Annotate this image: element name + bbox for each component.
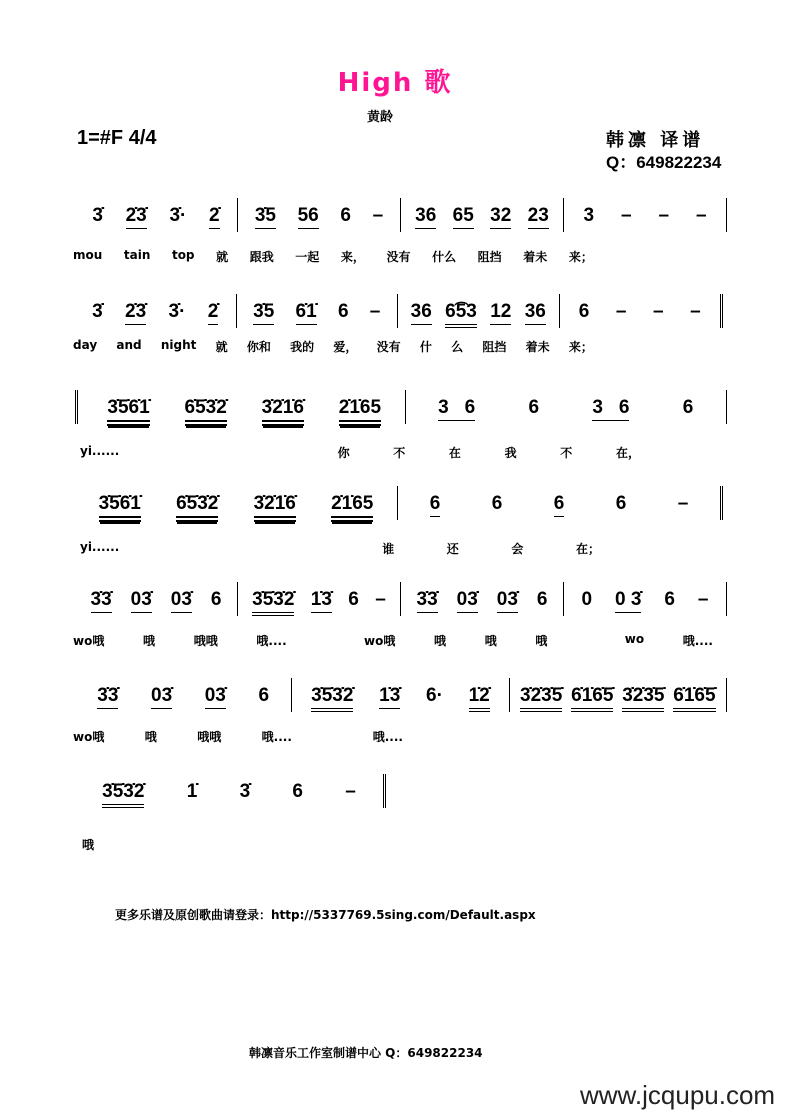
lyrics-line — [73, 728, 403, 745]
arranger-qq: Q：649822234 — [606, 153, 722, 172]
lyric-word: 不 — [560, 446, 573, 460]
note-group: 0 — [581, 589, 593, 610]
note-group: 3̇5̇6̇1̇ — [99, 486, 141, 522]
measure — [401, 582, 563, 616]
note-group: 3̇5 — [255, 198, 276, 229]
lyric-word: mou — [73, 248, 103, 262]
note-group: 6 — [664, 589, 675, 610]
note-group: 3̇5̇3̇2̇ — [311, 678, 353, 712]
note-group: 2̇3̇ — [125, 294, 146, 325]
watermark: www.jcqupu.com — [580, 1080, 776, 1110]
note-group: 3 6 — [438, 390, 475, 421]
note-group: 6̇1̇ — [296, 294, 317, 325]
lyric-word: 哦.... — [372, 730, 403, 744]
note-group: 6̇1̇6̇5̇ — [571, 678, 613, 712]
lyric-word: wo哦 — [73, 730, 105, 744]
note-group: 6̇5̇3̇2̇ — [176, 486, 218, 522]
lyric-word: wo哦 — [363, 634, 396, 648]
lyric-word: 在； — [575, 542, 600, 556]
lyric-word: 阻挡 — [482, 340, 507, 354]
score-row — [75, 294, 727, 328]
lyric-word: 哦 — [144, 730, 157, 744]
lyric-word: 不 — [393, 446, 406, 460]
note-group: 3 — [583, 205, 595, 226]
lyric-word: wo哦 — [73, 634, 105, 648]
lyric-word: day — [73, 338, 98, 352]
note-group: 6 — [210, 589, 222, 610]
measure — [398, 486, 720, 520]
lyric-word: 没有 — [376, 340, 401, 354]
measure — [237, 294, 398, 328]
note-group: 3̇ — [239, 781, 251, 802]
note-group: 23 — [528, 198, 549, 229]
barline — [726, 582, 727, 616]
note-group: 6 — [340, 205, 351, 226]
lyric-word: 我 — [504, 446, 517, 460]
note-group: – — [677, 493, 689, 514]
barline — [726, 198, 727, 232]
lyric-word: yi...... — [80, 540, 120, 554]
lyric-word: 哦 — [484, 634, 497, 648]
song-title: High 歌 — [337, 68, 453, 98]
measure — [292, 678, 508, 712]
note-group: 3̇5 — [253, 294, 274, 325]
measure — [75, 582, 237, 616]
lyric-word: 来； — [568, 340, 593, 354]
note-group: 3̇3̇ — [91, 582, 112, 613]
note-group: 6 — [554, 486, 565, 517]
measure — [238, 198, 400, 232]
double-barline — [75, 390, 82, 424]
note-group: 6 — [348, 589, 359, 610]
measure — [75, 678, 291, 712]
lyric-word: 还 — [446, 542, 459, 556]
lyric-word: top — [171, 248, 195, 262]
lyric-word: 就 — [215, 340, 228, 354]
note-group: – — [369, 301, 381, 322]
note-group: 36 — [525, 294, 546, 325]
lyric-word: yi...... — [80, 444, 120, 458]
note-group: 3̇ — [92, 205, 103, 226]
score-row — [75, 486, 727, 520]
measure — [238, 582, 400, 616]
measure — [406, 390, 727, 424]
note-group: 12 — [490, 294, 511, 325]
lyric-word: 着未 — [525, 340, 550, 354]
measure — [75, 486, 397, 520]
note-group: 6̇5̇3̇2̇ — [185, 390, 227, 426]
lyric-word: 哦 — [535, 634, 548, 648]
note-group: – — [690, 301, 701, 322]
arranger: 韩凛 译谱 — [606, 130, 705, 151]
note-group: 3̇5̇6̇1̇ — [107, 390, 149, 426]
note-group: 2̇3̇ — [126, 198, 147, 229]
note-group: 36 — [415, 198, 436, 229]
note-group: 03̇ — [151, 678, 172, 709]
lyric-word: 在 — [448, 446, 461, 460]
measure — [75, 198, 237, 232]
barline — [726, 678, 727, 712]
note-group: 03̇ — [457, 582, 478, 613]
note-group: 3̇5̇3̇2̇ — [102, 774, 144, 808]
lyric-word: 在， — [615, 446, 640, 460]
measure — [510, 678, 726, 712]
lyric-word: 一起 — [295, 250, 320, 264]
lyric-word: 阻挡 — [477, 250, 502, 264]
lyrics-line — [73, 248, 593, 265]
note-group: 6 — [337, 301, 349, 322]
note-group: 65 — [453, 198, 474, 229]
note-group: 3̇5̇3̇2̇ — [252, 582, 294, 616]
note-group: 6 — [430, 486, 441, 517]
measure — [560, 294, 721, 328]
lyric-word: wo — [624, 632, 645, 646]
lyrics-line — [82, 836, 102, 853]
lyric-word: and — [116, 338, 142, 352]
lyric-word: 会 — [511, 542, 524, 556]
note-group: 03̇ — [131, 582, 152, 613]
note-group: 6 — [536, 589, 548, 610]
note-group: 3̇2̇3̇5̇ — [520, 678, 562, 712]
lyric-word: 什 — [419, 340, 432, 354]
note-group: 6 — [578, 301, 590, 322]
measure — [75, 294, 236, 328]
measure — [75, 774, 383, 808]
lyric-word: 哦 — [143, 634, 156, 648]
note-group: 6 — [528, 397, 540, 418]
key-time-signature: 1=#F 4/4 — [77, 127, 157, 149]
measure — [398, 294, 559, 328]
note-group: 2̇ — [208, 294, 219, 325]
lyric-word: 你和 — [246, 340, 271, 354]
repeat-end-barline — [383, 774, 390, 808]
note-group: 6 — [682, 397, 694, 418]
lyrics-line — [73, 338, 593, 355]
note-group: 6 — [491, 493, 503, 514]
lyric-word: 么 — [451, 340, 464, 354]
lyric-word: 我的 — [290, 340, 315, 354]
lyric-word: 爱， — [333, 340, 358, 354]
score-row — [75, 390, 727, 424]
score-row — [75, 198, 727, 232]
note-group: 3 6 — [592, 390, 629, 421]
lyric-word: 哦.... — [261, 730, 292, 744]
note-group: 0 3̇ — [615, 582, 641, 613]
lyrics-line — [73, 632, 713, 649]
note-group: 36 — [411, 294, 432, 325]
note-group: 6· — [426, 685, 443, 706]
score-row — [75, 774, 390, 808]
repeat-end-barline — [720, 294, 727, 328]
lyrics-line — [80, 444, 640, 461]
note-group: 2̇1̇65 — [339, 390, 381, 426]
note-group: 3̇2̇3̇5̇ — [622, 678, 664, 712]
note-group: 3̇· — [169, 205, 187, 226]
note-group: 1̇3̇ — [311, 582, 332, 613]
lyric-word: 跟我 — [249, 250, 274, 264]
score-row — [75, 582, 727, 616]
lyric-word: 哦 — [82, 838, 95, 852]
note-group: – — [697, 589, 709, 610]
note-group: 56 — [298, 198, 319, 229]
lyric-word: 什么 — [432, 250, 457, 264]
note-group: – — [615, 301, 627, 322]
note-group: 32 — [490, 198, 511, 229]
footer-link: 更多乐谱及原创歌曲请登录：http://5337769.5sing.com/Default.aspx — [115, 908, 536, 922]
measure — [564, 198, 726, 232]
note-group: 6̇1̇6̇5̇ — [673, 678, 715, 712]
note-group: 6 — [615, 493, 627, 514]
note-group: 6 — [258, 685, 270, 706]
note-group: – — [375, 589, 386, 610]
lyric-word: 没有 — [386, 250, 411, 264]
barline — [726, 390, 727, 424]
note-group: 1̇2̇ — [469, 678, 490, 712]
note-group: 3̇2̇1̇6̇ — [262, 390, 304, 426]
note-group: 3̇3̇ — [97, 678, 118, 709]
note-group: 03̇ — [205, 678, 226, 709]
lyric-word: 哦哦 — [197, 730, 222, 744]
lyric-word: 哦.... — [256, 634, 287, 648]
note-group: – — [345, 781, 356, 802]
singer: 黄龄 — [366, 110, 393, 125]
note-group: 2̇ — [209, 198, 220, 229]
lyric-word: 就 — [216, 250, 229, 264]
lyric-word: 着未 — [523, 250, 548, 264]
lyric-word: night — [160, 338, 197, 352]
lyric-word: 哦 — [434, 634, 447, 648]
note-group: – — [372, 205, 384, 226]
lyric-word: 你 — [337, 446, 350, 460]
lyric-word: tain — [123, 248, 151, 262]
lyric-word: 哦哦 — [193, 634, 218, 648]
note-group: 3̇ — [92, 301, 103, 322]
note-group: – — [695, 205, 707, 226]
footer-studio: 韩凛音乐工作室制谱中心 Q：649822234 — [249, 1046, 483, 1060]
lyric-word: 哦.... — [682, 634, 713, 648]
note-group: – — [658, 205, 670, 226]
lyric-word: 来， — [340, 250, 365, 264]
note-group: 2̇1̇65 — [331, 486, 373, 522]
note-group: 3̇3̇ — [417, 582, 438, 613]
note-group: 6͡53 — [445, 294, 477, 328]
note-group: 3̇2̇1̇6̇ — [254, 486, 296, 522]
measure — [84, 390, 405, 424]
lyric-word: 谁 — [382, 542, 395, 556]
note-group: 03̇ — [171, 582, 192, 613]
note-group: 03̇ — [497, 582, 518, 613]
note-group: – — [620, 205, 632, 226]
note-group: 6 — [292, 781, 303, 802]
measure — [564, 582, 726, 616]
measure — [401, 198, 563, 232]
repeat-end-barline — [720, 486, 727, 520]
note-group: 3̇· — [168, 301, 186, 322]
note-group: – — [653, 301, 664, 322]
note-group: 1̇3̇ — [379, 678, 400, 709]
note-group: 1̇ — [186, 781, 198, 802]
score-row — [75, 678, 727, 712]
lyric-word: 来； — [568, 250, 593, 264]
lyrics-line — [80, 540, 600, 557]
